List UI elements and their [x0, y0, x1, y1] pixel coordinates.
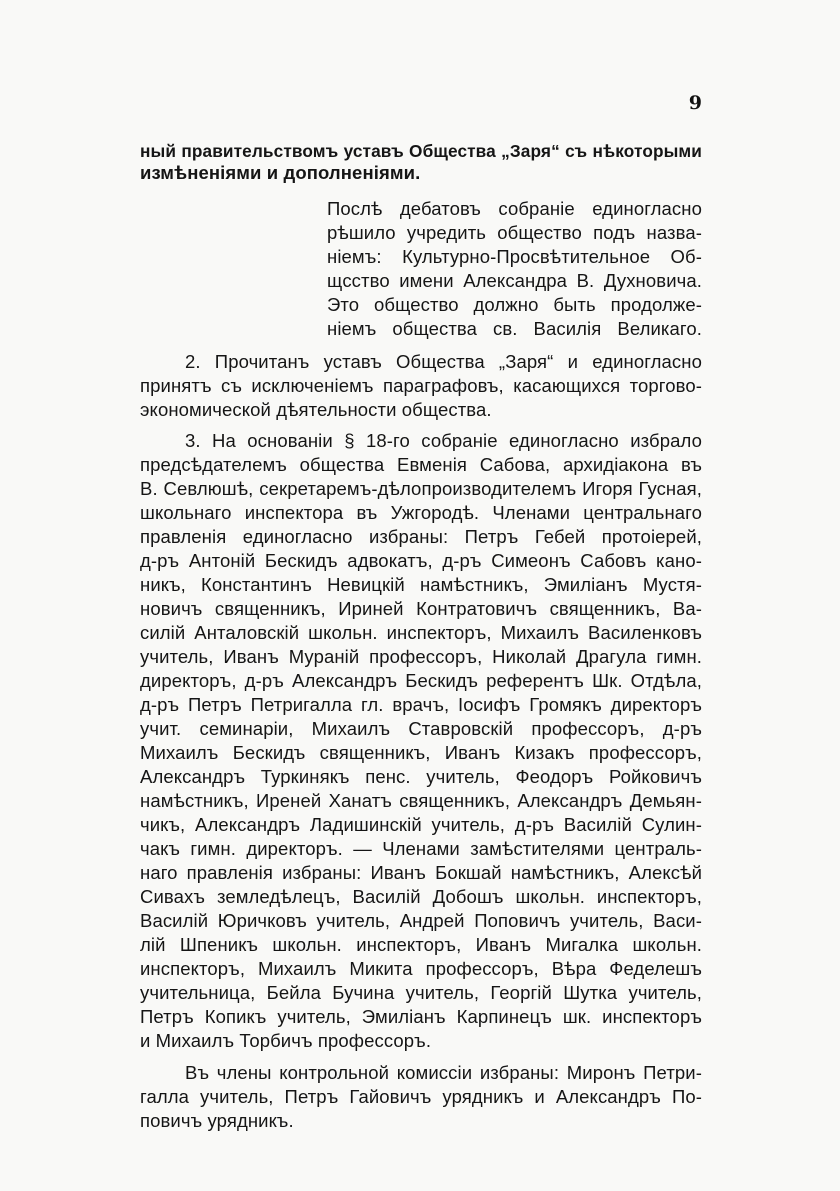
intro-line-1: ный правительствомъ уставъ Общества „Заря“ съ нѣкоторыми [140, 141, 702, 161]
item3-line-23: инспекторъ, Михаилъ Микита профессоръ, Вѣра Феделешъ [140, 958, 702, 979]
item3-line-26: и Михаилъ Торбичъ профессоръ. [140, 1030, 432, 1051]
item3-line-14: Михаилъ Бескидъ священникъ, Иванъ Кизакъ профессоръ, [140, 742, 702, 763]
item2-line-3: экономической дѣятельности общества. [140, 399, 492, 420]
item3-line-7: никъ, Константинъ Невицкій намѣстникъ, Эмиліанъ Мустя- [140, 574, 702, 595]
item3-line-22: лій Шпеникъ школьн. инспекторъ, Иванъ Мигалка школьн. [140, 934, 702, 955]
item3-line-10: учитель, Иванъ Мураній профессоръ, Николай Драгула гимн. [140, 646, 702, 667]
control-line-1: Въ члены контрольной комиссіи избраны: Миронъ Петри- [185, 1062, 702, 1083]
control-line-3: повичъ урядникъ. [140, 1110, 294, 1131]
note-line-2: рѣшило учредить общество подъ назва- [327, 222, 702, 243]
note-line-1: Послѣ дебатовъ собраніе единогласно [327, 198, 702, 219]
item2-line-1: 2. Прочитанъ уставъ Общества „Заря“ и единогласно [185, 351, 702, 372]
item3-line-25: Петръ Копикъ учитель, Эмиліанъ Карпинецъ шк. инспекторъ [140, 1006, 702, 1027]
item3-line-8: новичъ священникъ, Ириней Контратовичъ священникъ, Ва- [140, 598, 702, 619]
item3-line-1: 3. На основаніи § 18-го собраніе единогласно избрало [185, 430, 702, 451]
item3-line-2: предсѣдателемъ общества Евменія Сабова, архидіакона въ [140, 454, 702, 475]
note-line-6: ніемъ общества св. Василія Великаго. [327, 318, 702, 339]
item3-line-19: наго правленія избраны: Иванъ Бокшай намѣстникъ, Алексѣй [140, 862, 702, 883]
item3-line-24: учительница, Бейла Бучина учитель, Георгій Шутка учитель, [140, 982, 702, 1003]
item3-line-17: чикъ, Александръ Ладишинскій учитель, д-ръ Василій Сулин- [140, 814, 702, 835]
item3-line-9: силій Анталовскій школьн. инспекторъ, Михаилъ Василенковъ [140, 622, 702, 643]
item3-line-11: директоръ, д-ръ Александръ Бескидъ референтъ Шк. Отдѣла, [140, 670, 702, 691]
item3-line-12: д-ръ Петръ Петригалла гл. врачъ, Іосифъ Громякъ директоръ [140, 694, 702, 715]
item3-line-16: намѣстникъ, Иреней Ханатъ священникъ, Александръ Демьян- [140, 790, 702, 811]
note-line-5: Это общество должно быть продолже- [327, 294, 702, 315]
item3-line-4: школьнаго инспектора въ Ужгородѣ. Членами центральнаго [140, 502, 702, 523]
control-line-2: галла учитель, Петръ Гайовичъ урядникъ и Александръ По- [140, 1086, 702, 1107]
intro-line-2: измѣненіями и дополненіями. [140, 162, 421, 183]
page-number: 9 [688, 92, 702, 114]
item3-line-13: учит. семинаріи, Михаилъ Ставровскій профессоръ, д-ръ [140, 718, 702, 739]
item3-line-6: д-ръ Антоній Бескидъ адвокатъ, д-ръ Симеонъ Сабовъ кано- [140, 550, 702, 571]
item3-line-18: чакъ гимн. директоръ. — Членами замѣстителями централь- [140, 838, 702, 859]
note-line-3: ніемъ: Культурно-Просвѣтительное Об- [327, 246, 702, 267]
item3-line-3: В. Севлюшѣ, секретаремъ-дѣлопроизводителемъ Игоря Гусная, [140, 478, 702, 499]
item3-line-21: Василій Юричковъ учитель, Андрей Поповичъ учитель, Васи- [140, 910, 702, 931]
item3-line-20: Сивахъ земледѣлецъ, Василій Добошъ школьн. инспекторъ, [140, 886, 702, 907]
item2-line-2: принятъ съ исключеніемъ параграфовъ, касающихся торгово- [140, 375, 702, 396]
note-line-4: щсство имени Александра В. Духновича. [327, 270, 702, 291]
item3-line-5: правленія единогласно избраны: Петръ Гебей протоіерей, [140, 526, 702, 547]
item3-line-15: Александръ Туркинякъ пенс. учитель, Феодоръ Ройковичъ [140, 766, 702, 787]
